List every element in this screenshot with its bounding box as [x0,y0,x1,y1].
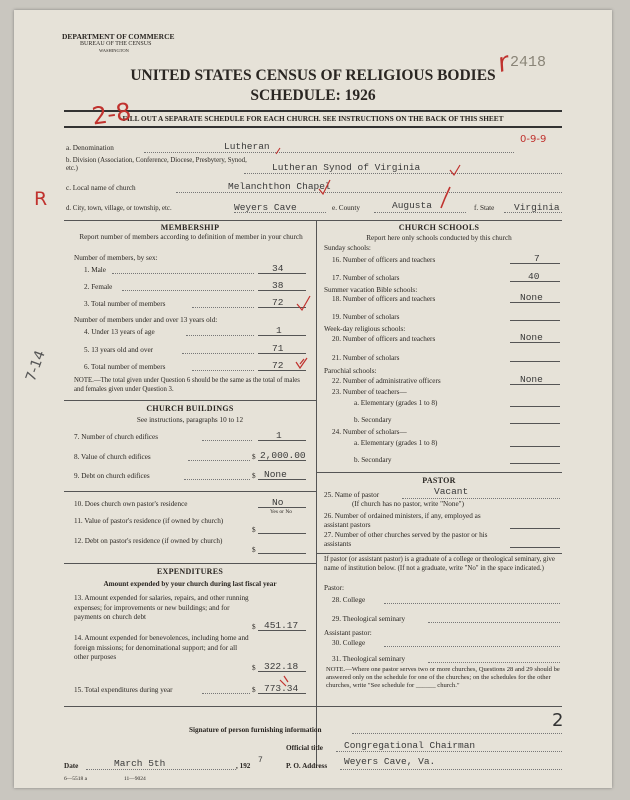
total-by-age-label: 6. Total number of members [84,363,166,371]
assistant-seminary-label: 31. Theological seminary [332,655,406,663]
residence-value-dollar: $ [252,526,256,534]
weekday-teachers-value: None [520,332,543,343]
sunday-scholars-label: 17. Number of scholars [332,274,400,282]
weekday-schools-label: Week-day religious schools: [324,325,406,333]
membership-heading: MEMBERSHIP [160,223,220,232]
pastor-sub-label: Pastor: [324,584,344,592]
scholars-elementary-label: a. Elementary (grades 1 to 8) [354,439,438,447]
schedule-title: SCHEDULE: 1926 [250,87,376,104]
buildings-sub: See instructions, paragraphs 10 to 12 [136,416,244,424]
check-mark-total-expenditures [280,676,288,686]
weekday-teachers-label: 20. Number of officers and teachers [332,335,436,343]
top-red-number: 2-8 [90,97,133,131]
expenditures-sub: Amount expended by your church during last fiscal year [103,580,277,588]
benevolences-label: 14. Amount expended for benevolences, including home and foreign missions; for denominational support; and for all other purposes [74,634,249,661]
edifices-debt-label: 9. Debt on church edifices [74,472,150,480]
members-by-sex-label: Number of members, by sex: [74,254,158,262]
residence-value-label: 11. Value of pastor's residence (if owned by church) [74,517,224,525]
weekday-scholars-label: 21. Number of scholars [332,354,400,362]
sunday-teachers-label: 16. Number of officers and teachers [332,256,436,264]
edifices-count-value: 1 [276,430,282,441]
total-expenditures-dollar: $ [252,686,256,694]
county-label: e. County [332,204,360,212]
teachers-secondary-label: b. Secondary [354,416,392,424]
sunday-scholars-value: 40 [528,271,540,282]
under-13-label: 4. Under 13 years of age [84,328,155,336]
sunday-teachers-value: 7 [534,253,540,264]
city-town-value: Weyers Cave [234,202,297,213]
running-expenses-label: 13. Amount expended for salaries, repairs, and other running expenses; for improvements or new buildings; and for payments on church debt [74,594,249,621]
total-expenditures-label: 15. Total expenditures during year [74,686,173,694]
age-intro-label: Number of members under and over 13 years old: [74,316,218,324]
division-value: Lutheran Synod of Virginia [272,162,421,173]
form-title: UNITED STATES CENSUS OF RELIGIOUS BODIES [130,67,496,84]
residence-debt-label: 12. Debt on pastor's residence (if owned by church) [74,537,223,545]
po-address-value: Weyers Cave, Va. [344,756,436,767]
total-by-age-value: 72 [272,360,284,371]
benevolences-dollar: $ [252,664,256,672]
denomination-label: a. Denomination [66,144,114,152]
total-members-value: 72 [272,297,284,308]
owns-residence-value: No [272,497,284,508]
total-members-label: 3. Total number of members [84,300,166,308]
summer-schools-label: Summer vacation Bible schools: [324,286,418,294]
check-mark-local-name [319,180,330,194]
handwritten-check-marks [14,10,612,788]
graduate-note: If pastor (or assistant pastor) is a graduate of a college or theological seminary, give name of institution below. (If not a graduate, write "No" in the space indicated.) [324,556,555,572]
buildings-heading: CHURCH BUILDINGS [146,404,234,413]
owns-residence-label: 10. Does church own pastor's residence [74,500,188,508]
over-13-label: 5. 13 years old and over [84,346,154,354]
census-schedule-sheet [14,10,612,788]
admin-officers-label: 22. Number of administrative officers [332,377,441,385]
signature-label: Signature of person furnishing information [189,726,322,734]
year-prefix: , 192 [236,762,251,770]
date-value: March 5th [114,758,166,769]
pastor-name-value: Vacant [434,486,469,497]
parochial-schools-label: Parochial schools: [324,367,377,375]
form-number: 6—5518 a [64,776,88,782]
bureau-label: BUREAU OF THE CENSUS [80,41,152,47]
corner-check-mark: r [494,47,513,79]
edifices-value-amount: 2,000.00 [260,450,306,461]
over-13-value: 71 [272,343,284,354]
teachers-count-label: 23. Number of teachers— [332,388,407,396]
edifices-count-label: 7. Number of church edifices [74,433,159,441]
schools-intro: Report here only schools conducted by this church [366,234,512,242]
date-label: Date [64,762,79,770]
red-r-mark: R [34,188,48,210]
female-value: 38 [272,280,284,291]
check-mark-total-by-age [296,358,307,368]
yes-or-no-hint: Yes or No [270,509,293,515]
po-address-label: P. O. Address [286,762,328,770]
county-value: Augusta [392,200,432,211]
local-name-label: c. Local name of church [66,184,136,192]
male-value: 34 [272,263,284,274]
year-value: 7 [258,756,263,765]
check-mark-total-members [297,296,310,310]
membership-intro: Report number of members according to definition of member in your church [79,233,303,241]
teachers-elementary-label: a. Elementary (grades 1 to 8) [354,399,438,407]
sunday-schools-label: Sunday schools: [324,244,371,252]
membership-note: NOTE.—The total given under Question 6 should be the same as the total of males and females given under Question 3. [74,377,300,393]
department-label: DEPARTMENT OF COMMERCE [62,32,175,41]
city-town-label: d. City, town, village, or township, etc. [66,205,172,212]
schools-heading: CHURCH SCHOOLS [398,223,480,232]
official-title-value: Congregational Chairman [344,740,476,751]
summer-teachers-label: 18. Number of officers and teachers [332,295,436,303]
pastor-seminary-label: 29. Theological seminary [332,615,406,623]
residence-debt-dollar: $ [252,546,256,554]
check-mark-division [450,165,460,175]
stamp-number: 2418 [510,54,547,71]
side-pencil-number: 7-14 [22,348,49,384]
assistant-sub-label: Assistant pastor: [324,629,372,637]
other-churches-label: 27. Number of other churches served by the pastor or his assistants [324,531,488,548]
city-label: WASHINGTON [99,48,129,53]
assistant-ministers-label: 26. Number of ordained ministers, if any, employed as assistant pastors [324,512,481,529]
expenditures-heading: EXPENDITURES [156,567,224,576]
pastor-college-label: 28. College [332,596,366,604]
red-code: 0-9-9 [520,134,547,145]
admin-officers-value: None [520,374,543,385]
edifices-value-label: 8. Value of church edifices [74,453,151,461]
edifices-debt-value: None [264,469,287,480]
denomination-value: Lutheran [224,141,270,152]
bottom-pencil-mark: 2 [552,710,564,731]
official-title-label: Official title [286,744,323,752]
female-label: 2. Female [84,283,113,291]
state-label: f. State [474,204,495,212]
summer-scholars-label: 19. Number of scholars [332,313,400,321]
benevolences-value: 322.18 [264,661,299,672]
division-label: b. Division (Association, Conference, Diocese, Presbytery, Synod, etc.) [66,157,247,172]
print-number: 11—9024 [124,776,146,782]
pastor-none-note: (If church has no pastor, write "None") [352,500,464,508]
pastor-heading: PASTOR [422,476,456,485]
under-13-value: 1 [276,325,282,336]
state-value: Virginia [514,202,560,213]
total-expenditures-value: 773.34 [264,683,299,694]
instruction-line: FILL OUT A SEPARATE SCHEDULE FOR EACH CHURCH. SEE INSTRUCTIONS ON THE BACK OF THIS SHEET [122,114,504,123]
check-mark-denomination [276,148,280,154]
running-expenses-dollar: $ [252,623,256,631]
scholars-secondary-label: b. Secondary [354,456,392,464]
pastor-note: NOTE.—Where one pastor serves two or more churches, Questions 28 and 29 should be answered only on the schedule for one of the churches; on the schedules for the other churches, write "See schedule for ______ church." [326,666,560,690]
male-label: 1. Male [84,266,106,274]
assistant-college-label: 30. College [332,639,366,647]
local-name-value: Melanchthon Chapel [228,181,331,192]
scholars-count-label: 24. Number of scholars— [332,428,407,436]
edifices-debt-dollar: $ [252,472,256,480]
pastor-name-label: 25. Name of pastor [324,491,380,499]
edifices-value-dollar: $ [252,453,256,461]
check-mark-county [441,187,450,208]
running-expenses-value: 451.17 [264,620,299,631]
summer-teachers-value: None [520,292,543,303]
